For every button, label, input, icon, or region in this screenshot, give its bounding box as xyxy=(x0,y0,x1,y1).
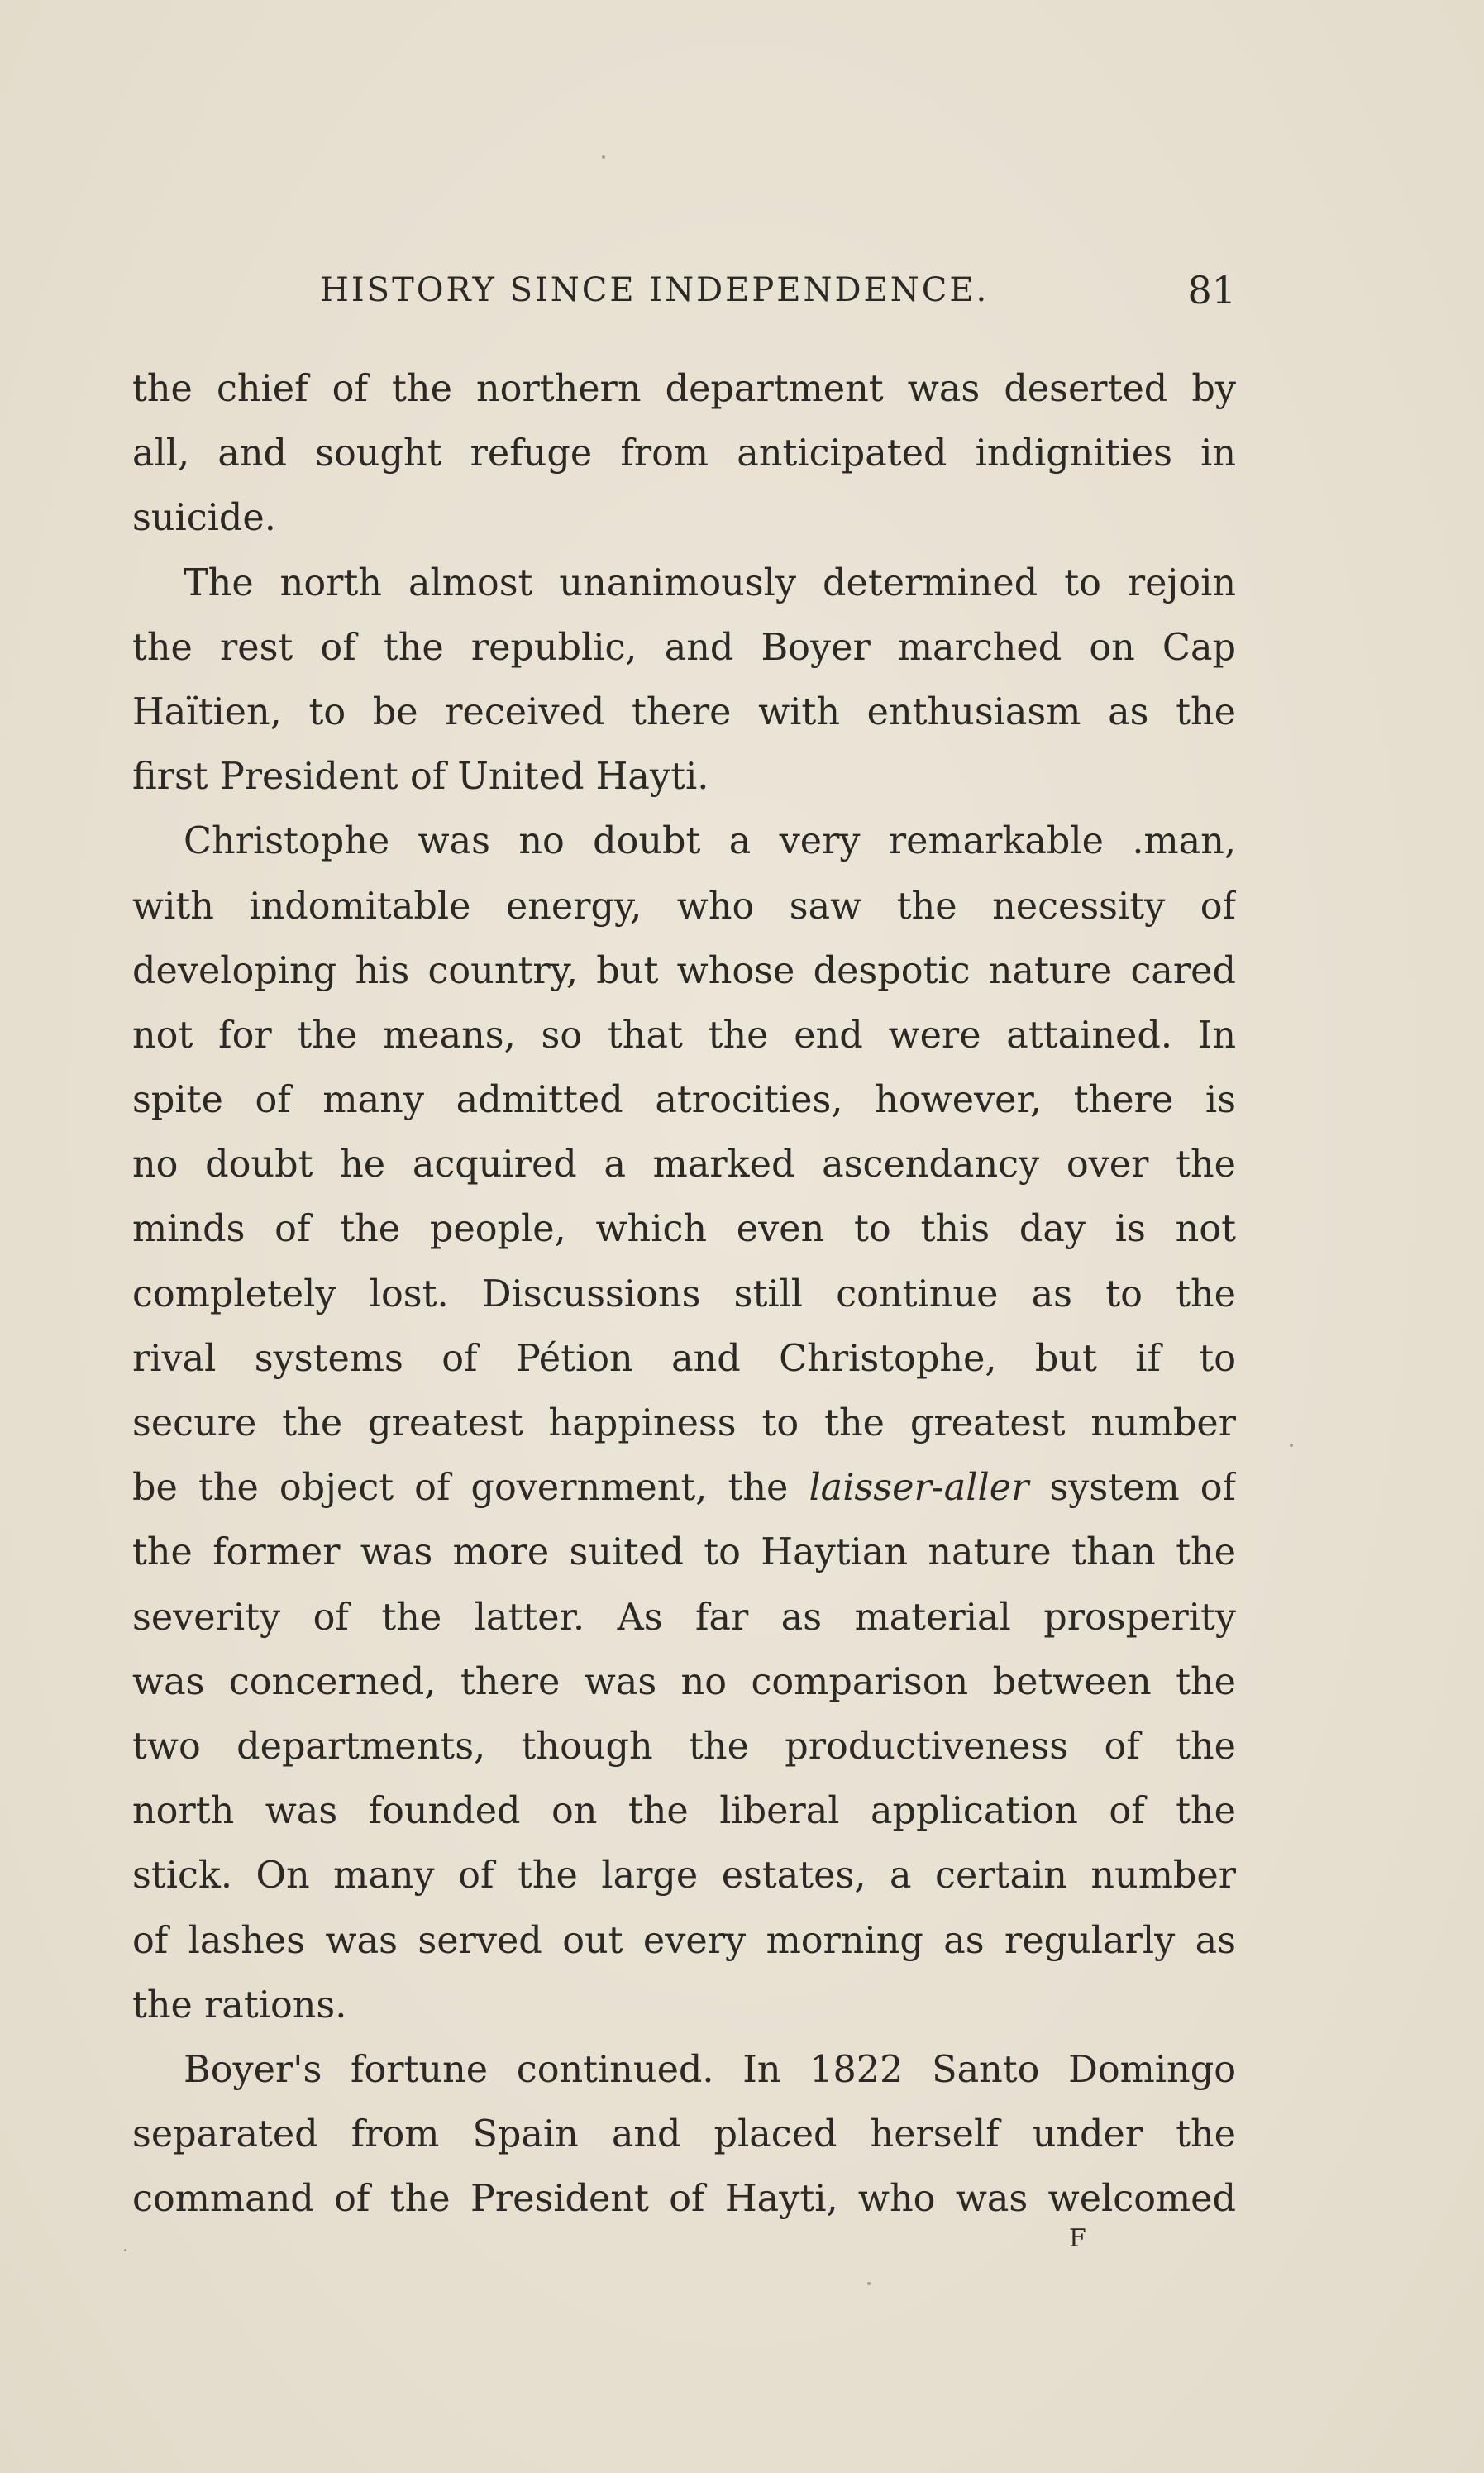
text-line: completely lost. Discussions still continue as to the xyxy=(132,1272,1236,1315)
paper-speck xyxy=(602,155,605,159)
text-line: be the object of government, the laisser-aller system of xyxy=(132,1467,1236,1510)
paper-speck xyxy=(1290,1444,1293,1447)
text-line: rival systems of Pétion and Christophe, but if to xyxy=(132,1337,1236,1380)
text-line: the rations. xyxy=(132,1984,347,2027)
paper-speck xyxy=(124,2249,126,2251)
text-line: not for the means, so that the end were attained. In xyxy=(132,1014,1236,1057)
text-line: suicide. xyxy=(132,497,276,540)
text-line: the chief of the northern department was deserted by xyxy=(132,368,1236,410)
running-title: HISTORY SINCE INDEPENDENCE. xyxy=(320,271,990,309)
running-head xyxy=(132,268,1236,321)
text-line: separated from Spain and placed herself under the xyxy=(132,2113,1236,2156)
text-line: command of the President of Hayti, who was welcomed xyxy=(132,2178,1236,2221)
text-line: minds of the people, which even to this day is not xyxy=(132,1208,1236,1251)
text-line: north was founded on the liberal application of the xyxy=(132,1790,1236,1833)
text-line: no doubt he acquired a marked ascendancy over the xyxy=(132,1143,1236,1186)
text-line: developing his country, but whose despotic nature cared xyxy=(132,949,1236,992)
text-line: with indomitable energy, who saw the necessity of xyxy=(132,885,1236,928)
text-line: was concerned, there was no comparison between the xyxy=(132,1660,1236,1703)
text-line: The north almost unanimously determined to rejoin xyxy=(184,561,1236,604)
text-line: secure the greatest happiness to the greatest number xyxy=(132,1402,1236,1444)
text-line: two departments, though the productiveness of the xyxy=(132,1725,1236,1768)
text-line: the rest of the republic, and Boyer marched on Cap xyxy=(132,626,1236,669)
italic-phrase: laisser-aller xyxy=(809,1467,1029,1510)
text-line: of lashes was served out every morning as regularly as xyxy=(132,1919,1236,1962)
text-line: Boyer's fortune continued. In 1822 Santo Domingo xyxy=(184,2048,1236,2091)
page-number: 81 xyxy=(1187,268,1236,313)
text-line: Haïtien, to be received there with enthusiasm as the xyxy=(132,690,1236,733)
paper-speck xyxy=(867,2282,871,2285)
text-line: the former was more suited to Haytian nature than the xyxy=(132,1531,1236,1574)
text-line: spite of many admitted atrocities, however, there is xyxy=(132,1079,1236,1122)
text-line: severity of the latter. As far as material prosperity xyxy=(132,1596,1236,1639)
text-line: first President of United Hayti. xyxy=(132,756,709,799)
text-line: all, and sought refuge from anticipated indignities in xyxy=(132,432,1236,475)
text-line: Christophe was no doubt a very remarkable .man, xyxy=(184,820,1236,863)
text-line: stick. On many of the large estates, a certain number xyxy=(132,1855,1236,1898)
signature-mark: F xyxy=(1069,2224,1087,2253)
body-text xyxy=(132,357,1236,2232)
